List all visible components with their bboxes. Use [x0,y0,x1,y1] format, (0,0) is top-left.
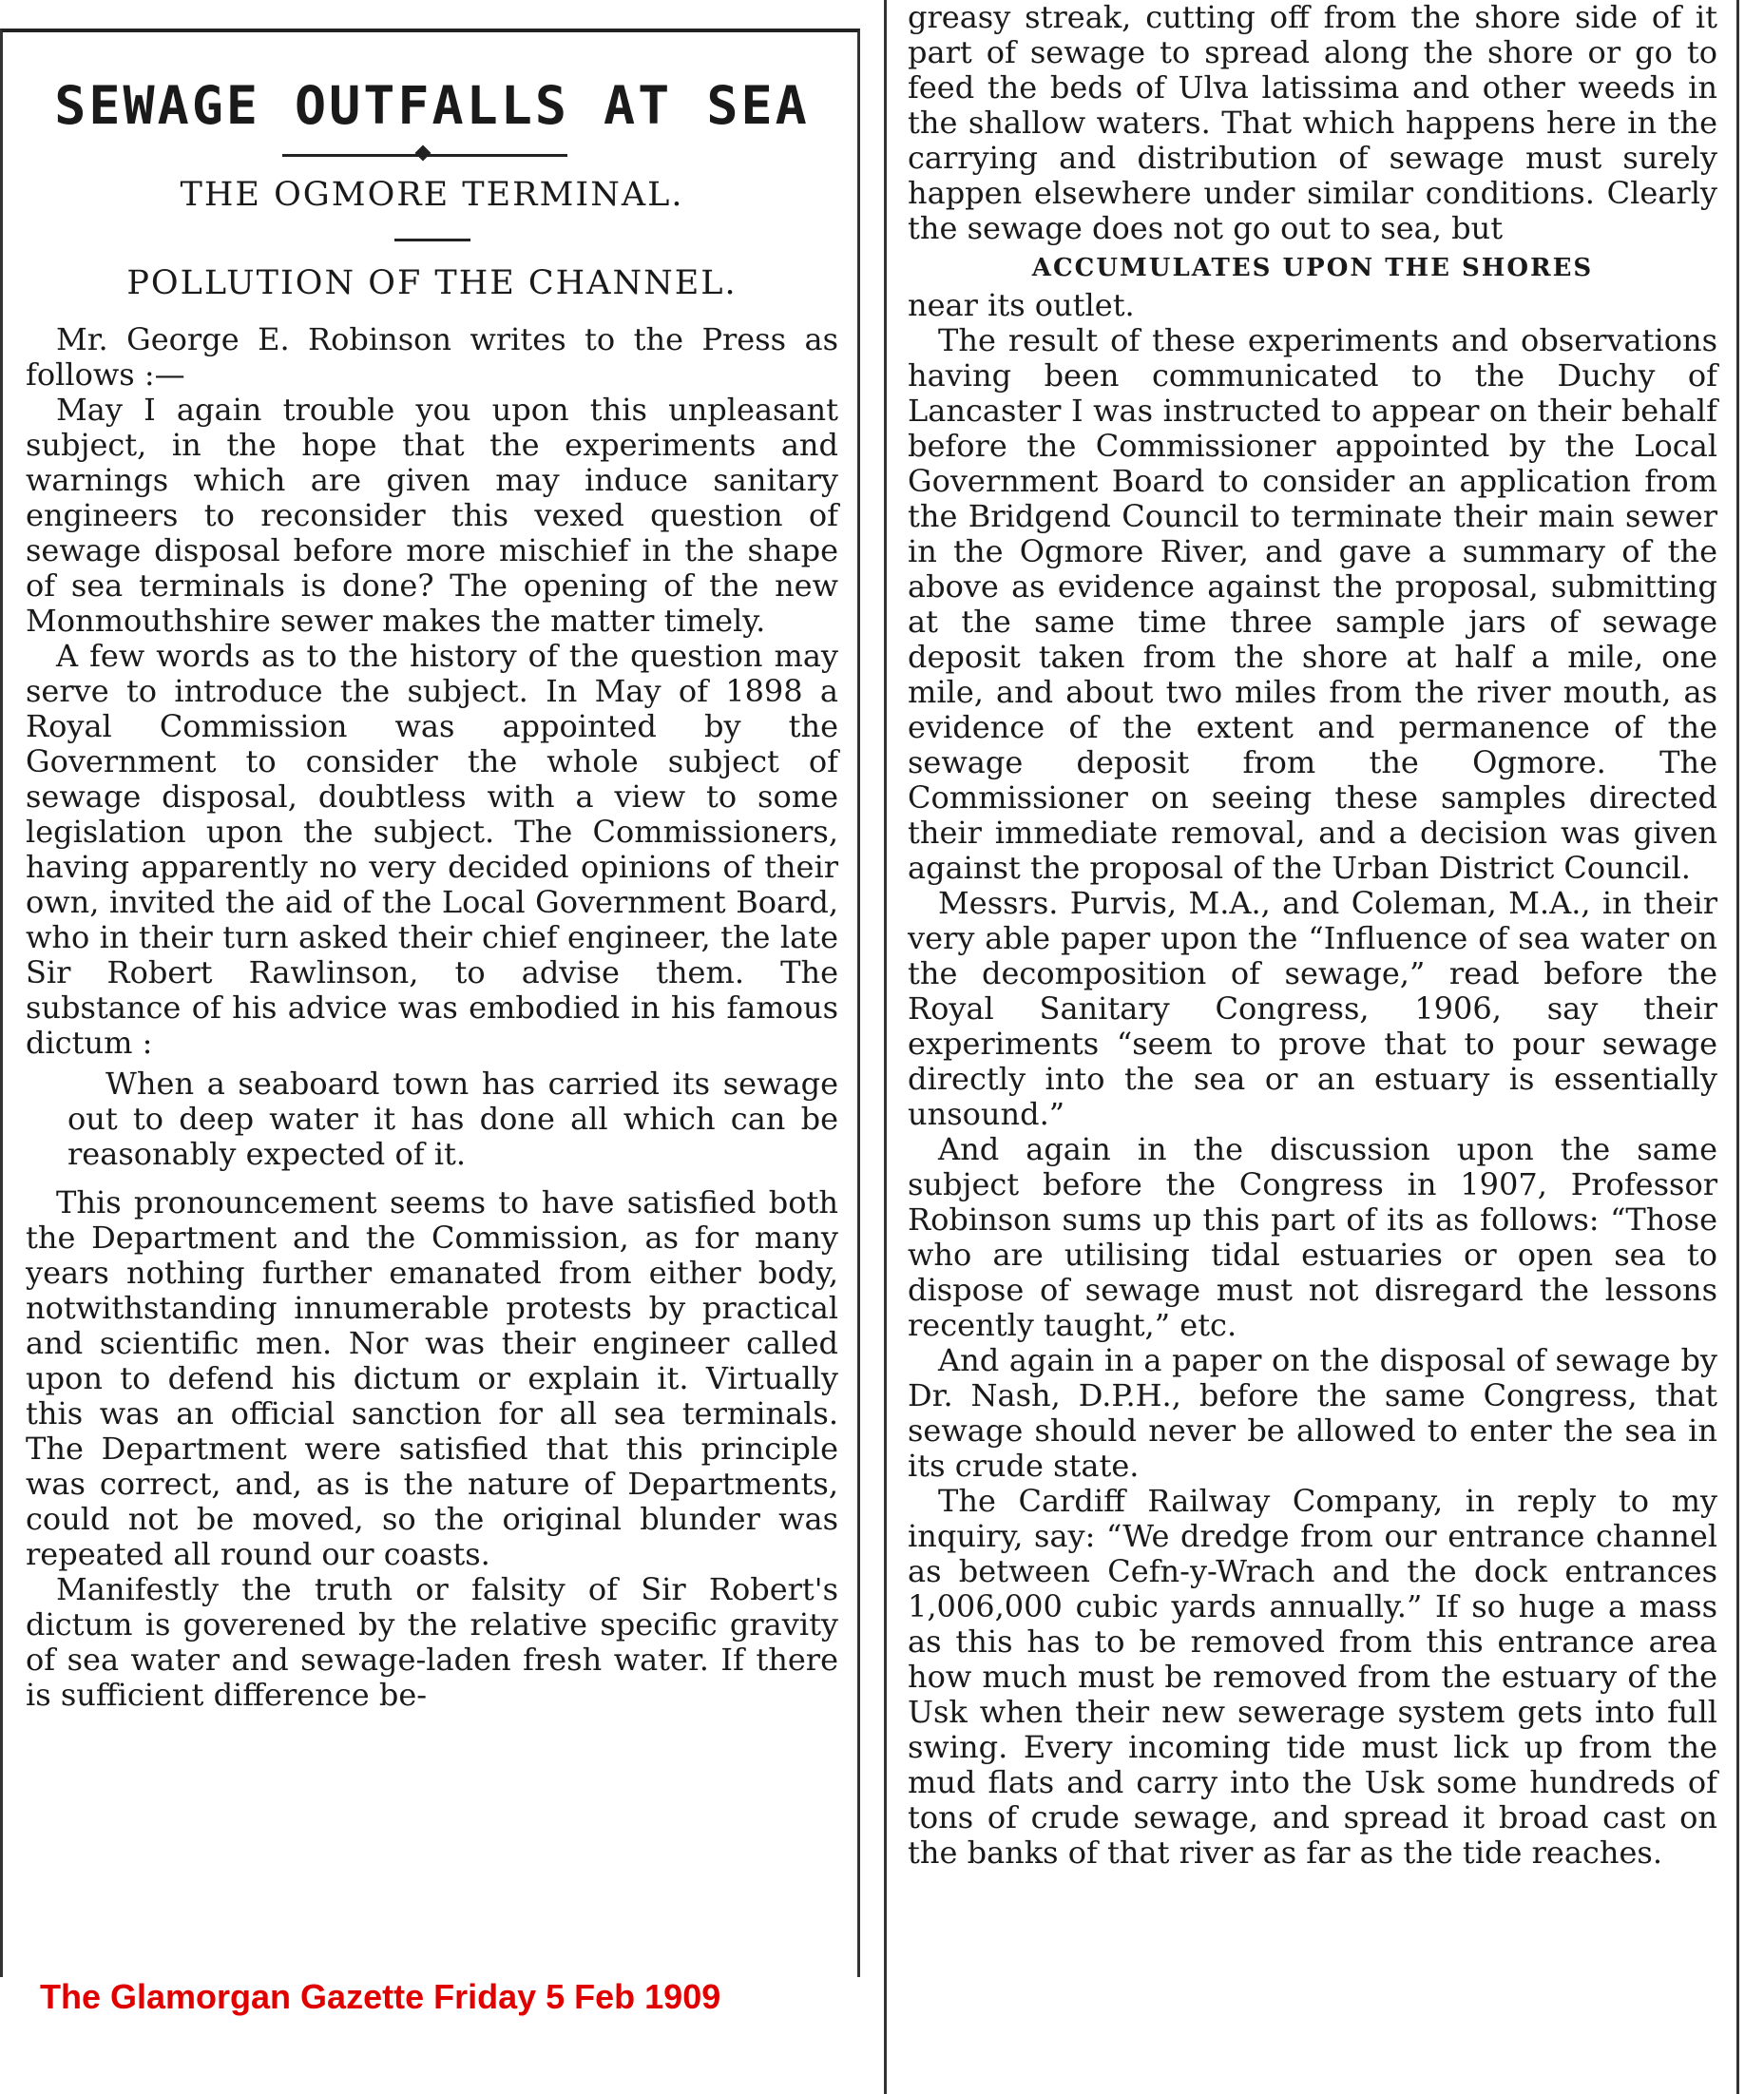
crosshead: ACCUMULATES UPON THE SHORES [1031,254,1594,282]
paragraph-7: And again in the discussion upon the same subject before the Congress in 1907, Professor Robinson sums up this part of its as follows: “Those who are utilising tidal estuaries or open sea to dispose of sewage must not disregard the lessons recently taught,” etc. [908,1131,1717,1343]
paragraph-9: The Cardiff Railway Company, in reply to my inquiry, say: “We dredge from our entrance channel as between Cefn-y-Wrach and the dock entrances 1,006,000 cubic yards annually.” If so huge a mass as this has to be removed from this entrance area how much must be removed from the estuary of the Usk when their new sewerage system gets into full swing. Every incoming tide must lick up from the mud flats and carry into the Usk some hundreds of tons of crude sewage, and spread it broad cast on the banks of that river as far as the tide reaches. [908,1483,1717,1871]
paragraph-2: A few words as to the history of the question may serve to introduce the subject. In May of 1898 a Royal Commission was appointed by the Government to consider the whole subject of sewage disposal, doubtless with a view to some legislation upon the subject. The Commissioners, having apparently no very decided opinions of their own, invited the aid of the Local Government Board, who in their turn asked their chief engineer, the late Sir Robert Rawlinson, to advise them. The substance of his advice was embodied in his famous dictum : [26,638,838,1061]
diamond-icon [415,145,431,162]
paragraph-3: This pronouncement seems to have satisfied both the Department and the Commission, as for many years nothing further emanated from either body, notwithstanding innumerable protests by practical and scientific men. Nor was their engineer called upon to defend his dictum or explain it. Virtually this was an official sanction for all sea terminals. The Department were satisfied that this principle was correct, and, as is the nature of Departments, could not be moved, so the original blunder was repeated all round our coasts. [26,1184,838,1572]
source-caption: The Glamorgan Gazette Friday 5 Feb 1909 [40,1977,721,2016]
paragraph-continued-2: near its outlet. [908,287,1135,323]
subhead-ogmore-terminal: THE OGMORE TERMINAL. [180,176,684,214]
subhead-pollution: POLLUTION OF THE CHANNEL. [126,263,738,302]
headline: SEWAGE OUTFALLS AT SEA [54,75,810,136]
article-left-column [0,29,860,1977]
dictum-quote: When a seaboard town has carried its sewage out to deep water it has done all which can be reasonably expected of it. [67,1066,838,1172]
paragraph-5: The result of these experiments and observations having been communicated to the Duchy of Lancaster I was instructed to appear on their behalf before the Commissioner appointed by the Local Government Board to consider an application from the Bridgend Council to terminate their main sewer in the Ogmore River, and gave a summary of the above as evidence against the proposal, submitting at the same time three sample jars of sewage deposit taken from the shore at half a mile, one mile, and about two miles from the river mouth, as evidence of the extent and permanence of the sewage deposit from the Ogmore. The Commissioner on seeing these samples directed their immediate removal, and a decision was given against the proposal of the Urban District Council. [908,322,1717,886]
paragraph-continued: greasy streak, cutting off from the shore side of it part of sewage to spread along the shore or go to feed the beds of Ulva latissima and other weeds in the shallow waters. That which happens here in the carrying and distribution of sewage must surely happen elsewhere under similar conditions. Clearly the sewage does not go out to sea, but [908,0,1717,246]
article-right-column [884,0,1739,2094]
short-rule [394,239,470,241]
ornament-divider [26,147,838,161]
paragraph-6: Messrs. Purvis, M.A., and Coleman, M.A., in their very able paper upon the “Influence of sea water on the decomposition of sewage,” read before the Royal Sanitary Congress, 1906, say their experiments “seem to prove that to pour sewage directly into the sea or an estuary is essentially unsound.” [908,885,1717,1132]
intro-paragraph: Mr. George E. Robinson writes to the Press as follows :— [26,321,838,393]
paragraph-8: And again in a paper on the disposal of sewage by Dr. Nash, D.P.H., before the same Congress, that sewage should never be allowed to enter the sea in its crude state. [908,1342,1717,1484]
paragraph-1: May I again trouble you upon this unpleasant subject, in the hope that the experiments and warnings which are given may induce sanitary engineers to reconsider this vexed question of sewage disposal before more mischief in the shape of sea terminals is done? The opening of the new Monmouthshire sewer makes the matter timely. [26,392,838,639]
paragraph-4: Manifestly the truth or falsity of Sir Robert's dictum is goverened by the relative specific gravity of sea water and sewage-laden fresh water. If there is sufficient difference be- [26,1571,838,1713]
